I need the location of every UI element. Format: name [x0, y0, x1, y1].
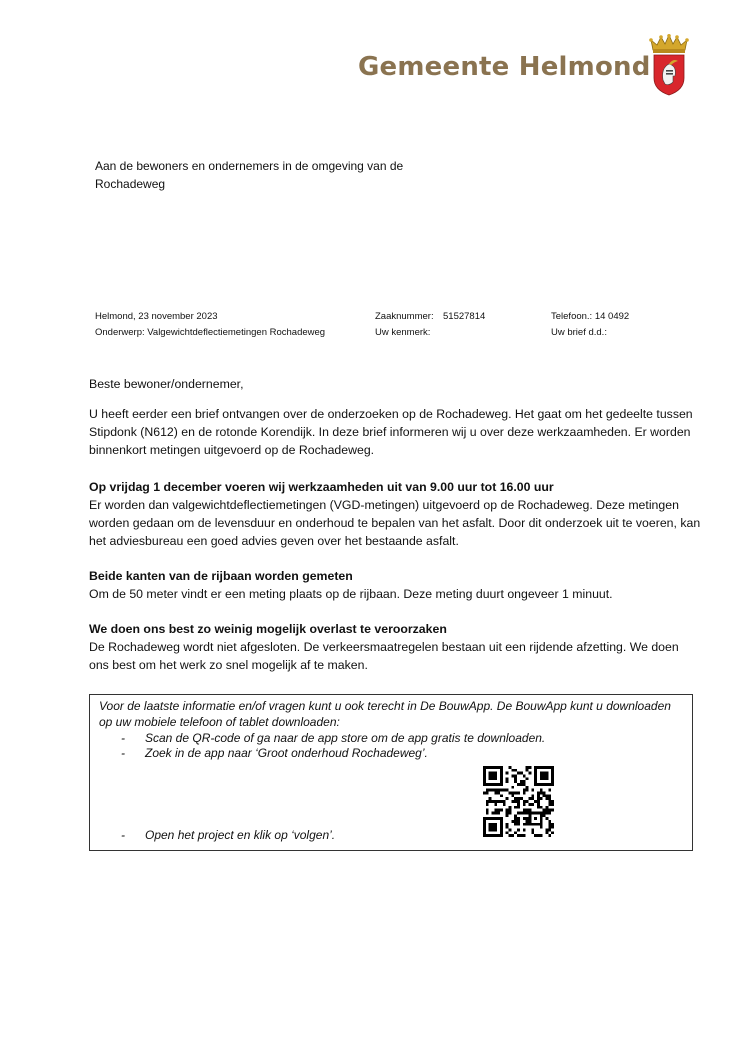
salutation: Beste bewoner/ondernemer, [89, 377, 244, 391]
section-3 [89, 620, 701, 674]
your-letter-date: Uw brief d.d.: [551, 327, 607, 338]
bullet-open-project: Open het project en klik op ‘volgen’. [145, 828, 336, 842]
case-label: Zaaknummer: [375, 311, 434, 322]
intro-text: U heeft eerder een brief ontvangen over de onderzoeken op de Rochadeweg. Het gaat om het gedeelte tussen Stipdonk (N612) en de rotonde Korendijk. In deze brief informeren wij u over deze werkzaamheden. Er worden binnenkort metingen uitgevoerd op de Rochadeweg. [89, 407, 693, 457]
phone: Telefoon.: 14 0492 [551, 311, 630, 322]
brand-name: Gemeente Helmond [358, 52, 651, 82]
section-2-text: Om de 50 meter vindt er een meting plaats op de rijbaan. Deze meting duurt ongeveer 1 minuut. [89, 587, 613, 601]
address-line-2: Rochadeweg [95, 177, 166, 191]
subject: Onderwerp: Valgewichtdeflectiemetingen Rochadeweg [95, 327, 326, 338]
place-date: Helmond, 23 november 2023 [95, 311, 218, 322]
bullet-dash-1: - [121, 731, 125, 745]
info-box-intro: Voor de laatste informatie en/of vragen kunt u ook terecht in De BouwApp. De BouwApp kunt u downloaden op uw mobiele telefoon of tablet downloaden: [99, 699, 671, 729]
bullet-dash-2: - [121, 746, 125, 760]
section-1-heading: Op vrijdag 1 december voeren wij werkzaamheden uit van 9.00 uur tot 16.00 uur [89, 480, 554, 494]
case-number: 51527814 [443, 311, 486, 322]
your-reference: Uw kenmerk: [375, 327, 431, 338]
section-1-text: Er worden dan valgewichtdeflectiemetingen (VGD-metingen) uitgevoerd op de Rochadeweg. Deze metingen worden gedaan om de levensduur en onderhoud te bepalen van het asfalt. Door dit onderzoek uit te voeren, kan het adviesbureau een goed advies geven over het bestaande asfalt. [89, 498, 701, 548]
section-1 [89, 478, 701, 550]
section-3-heading: We doen ons best zo weinig mogelijk overlast te veroorzaken [89, 622, 447, 636]
helmond-coat-of-arms-icon [649, 34, 689, 96]
qr-code-icon[interactable] [483, 766, 554, 837]
bullet-dash-3: - [121, 828, 125, 842]
section-3-text: De Rochadeweg wordt niet afgesloten. De verkeersmaatregelen bestaan uit een rijdende afzetting. We doen ons best om het werk zo snel mogelijk af te maken. [89, 640, 679, 672]
bullet-search-app: Zoek in de app naar ‘Groot onderhoud Rochadeweg’. [145, 746, 428, 760]
intro-paragraph [89, 405, 701, 459]
section-2-heading: Beide kanten van de rijbaan worden gemeten [89, 569, 353, 583]
bullet-scan-qr: Scan de QR-code of ga naar de app store om de app gratis te downloaden. [145, 731, 546, 745]
section-2 [89, 567, 701, 603]
address-line-1: Aan de bewoners en ondernemers in de omgeving van de [95, 159, 404, 173]
